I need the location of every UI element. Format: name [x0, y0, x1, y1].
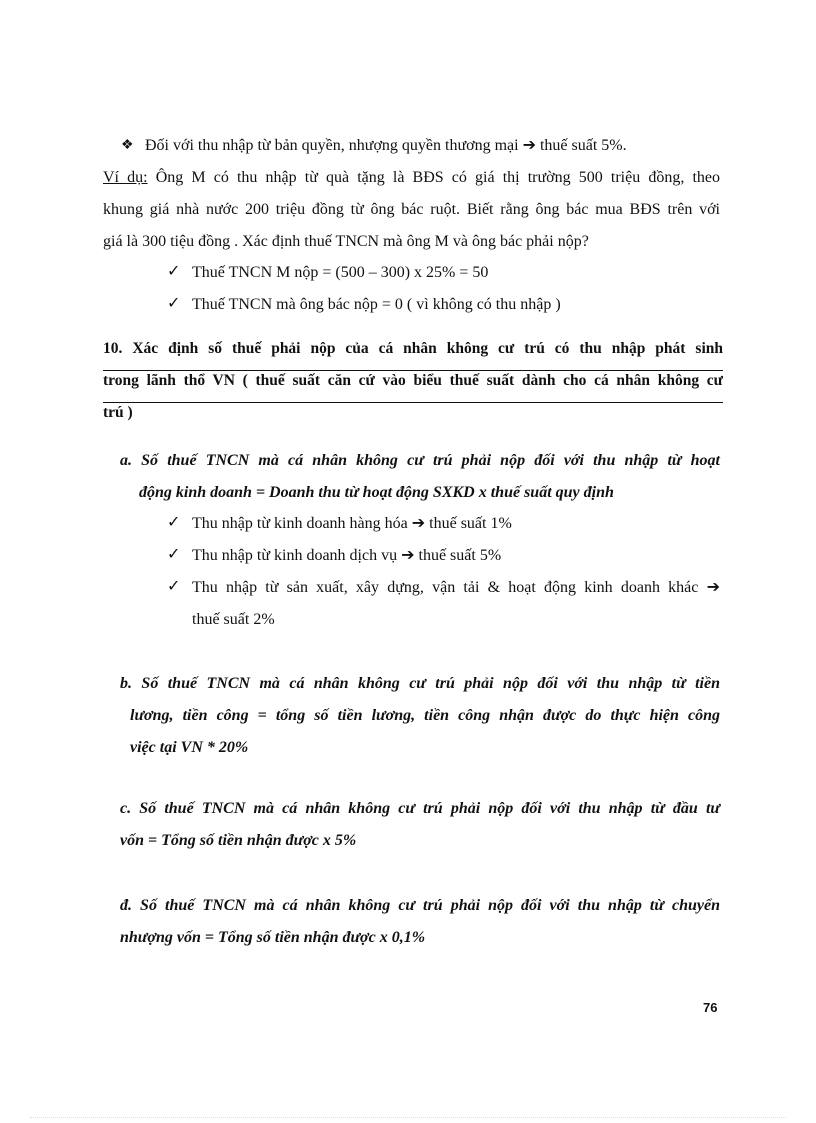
item-c-line-2: vốn = Tổng số tiền nhận được x 5% [120, 832, 357, 849]
diamond-bullet-icon: ❖ [121, 138, 134, 153]
checkmark-icon: ✓ [167, 263, 181, 280]
item-a-check-2: Thu nhập từ kinh doanh dịch vụ ➔ thuế suất 5% [192, 547, 502, 564]
footer-divider [30, 1117, 786, 1118]
page-number: 76 [703, 1000, 718, 1015]
checkmark-icon: ✓ [167, 578, 181, 595]
checkmark-icon: ✓ [167, 514, 181, 531]
intro-bullet-text: Đối với thu nhập từ bản quyền, nhượng quyền thương mại ➔ thuế suất 5%. [145, 137, 627, 154]
section-10-line-3: trú ) [103, 404, 133, 421]
item-a-line-1: a. Số thuế TNCN mà cá nhân không cư trú phải nộp đối với thu nhập từ hoạt [120, 452, 720, 469]
example-line-2: khung giá nhà nước 200 triệu đồng từ ông bác ruột. Biết rằng ông bác mua BĐS trên với [103, 201, 720, 218]
item-a-check-3: Thu nhập từ sản xuất, xây dựng, vận tải & hoạt động kinh doanh khác ➔ [192, 579, 720, 596]
example-line-1 [103, 168, 720, 188]
checkmark-icon: ✓ [167, 295, 181, 312]
example-line-3: giá là 300 tiệu đồng . Xác định thuế TNCN mà ông M và ông bác phải nộp? [103, 233, 589, 250]
example-check-1: Thuế TNCN M nộp = (500 – 300) x 25% = 50 [192, 264, 489, 281]
item-a-check-1: Thu nhập từ kinh doanh hàng hóa ➔ thuế suất 1% [192, 515, 512, 532]
example-label: Ví dụ: [103, 169, 148, 186]
item-d-line-2: nhượng vốn = Tổng số tiền nhận được x 0,1% [120, 929, 426, 946]
checkmark-icon: ✓ [167, 546, 181, 563]
item-a-line-2: động kinh doanh = Doanh thu từ hoạt động SXKD x thuế suất quy định [139, 484, 614, 501]
section-10-heading [103, 339, 723, 434]
example-line-1-text: Ông M có thu nhập từ quà tặng là BĐS có giá thị trường 500 triệu đồng, theo [147, 169, 720, 186]
item-b-line-3: việc tại VN * 20% [130, 739, 249, 756]
item-b-line-1: b. Số thuế TNCN mà cá nhân không cư trú phải nộp đối với thu nhập từ tiền [120, 675, 720, 692]
item-c-line-1: c. Số thuế TNCN mà cá nhân không cư trú phải nộp đối với thu nhập từ đầu tư [120, 800, 720, 817]
item-b-line-2: lương, tiền công = tổng số tiền lương, tiền công nhận được do thực hiện công [130, 707, 720, 724]
item-a-check-3-cont: thuế suất 2% [192, 611, 275, 628]
example-check-2: Thuế TNCN mà ông bác nộp = 0 ( vì không có thu nhập ) [192, 296, 561, 313]
section-10-line-2: trong lãnh thổ VN ( thuế suất căn cứ vào biểu thuế suất dành cho cá nhân không cư [103, 371, 723, 403]
section-10-line-1: 10. Xác định số thuế phải nộp của cá nhân không cư trú có thu nhập phát sinh [103, 339, 723, 371]
item-d-line-1: đ. Số thuế TNCN mà cá nhân không cư trú phải nộp đối với thu nhập từ chuyển [120, 897, 720, 914]
